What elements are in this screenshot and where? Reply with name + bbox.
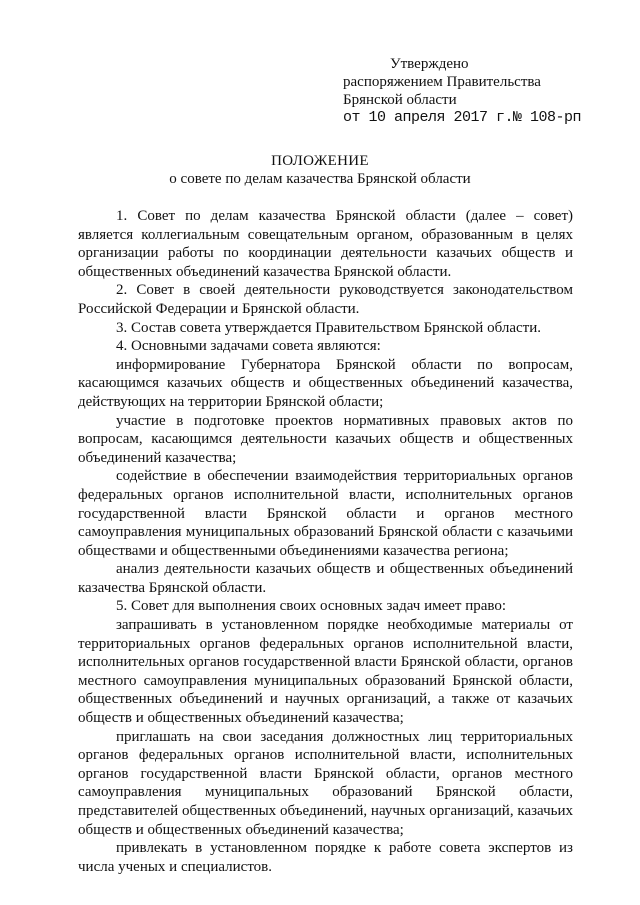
right-item-1: запрашивать в установленном порядке необходимые материалы от территориальных органов федеральных органов исполнительной власти, исполнительных органов государственной власти Брянской области, органов местного самоуправления муниципальных образований Брянской области, общественных объединений и научных организаций, а также от казачьих обществ и общественных объединений казачества; bbox=[78, 617, 573, 727]
task-item-3: содействие в обеспечении взаимодействия территориальных органов федеральных органов исполнительной власти, исполнительных органов государственной власти Брянской области и органов местного самоуправления муниципальных образований Брянской области с казачьими обществами и общественными объединениями казачества региона; bbox=[78, 468, 573, 559]
paragraph-4: 4. Основными задачами совета являются: bbox=[116, 338, 381, 355]
document-heading: ПОЛОЖЕНИЕ bbox=[271, 153, 369, 169]
task-item-4: анализ деятельности казачьих обществ и общественных объединений казачества Брянской области. bbox=[78, 561, 573, 596]
right-item-2: приглашать на свои заседания должностных лиц территориальных органов федеральных органов исполнительной власти, исполнительных органов государственной власти Брянской области, органов местного самоуправления муниципальных образований Брянской области, представителей общественных объединений, научных организаций, казачьих обществ и общественных объединений казачества; bbox=[78, 728, 573, 838]
paragraph-2: 2. Совет в своей деятельности руководствуется законодательством Российской Федерации и Брянской области. bbox=[78, 282, 573, 317]
document-title bbox=[0, 152, 640, 188]
approval-region: Брянской области bbox=[343, 92, 457, 108]
document-body bbox=[78, 207, 573, 876]
task-item-1: информирование Губернатора Брянской области по вопросам, касающимся казачьих обществ и общественных объединений казачества, действующих на территории Брянской области; bbox=[78, 356, 573, 410]
right-item-3: привлекать в установленном порядке к работе совета экспертов из числа ученых и специалистов. bbox=[78, 840, 573, 875]
paragraph-3: 3. Состав совета утверждается Правительством Брянской области. bbox=[116, 319, 541, 336]
task-item-2: участие в подготовке проектов нормативных правовых актов по вопросам, касающимся деятельности казачьих обществ и общественных объединений казачества; bbox=[78, 412, 573, 466]
document-subheading: о совете по делам казачества Брянской области bbox=[169, 171, 471, 187]
approval-stamp bbox=[343, 55, 581, 127]
paragraph-5: 5. Совет для выполнения своих основных задач имеет право: bbox=[116, 598, 507, 615]
approval-label: Утверждено bbox=[390, 56, 469, 72]
paragraph-1: 1. Совет по делам казачества Брянской области (далее – совет) является коллегиальным совещательным органом, образованным в целях организации работы по координации деятельности казачьих обществ и общественных объединений казачества Брянской области. bbox=[78, 208, 573, 280]
approval-authority: распоряжением Правительства bbox=[343, 74, 541, 90]
approval-date-number: от 10 апреля 2017 г.№ 108-рп bbox=[343, 109, 582, 126]
